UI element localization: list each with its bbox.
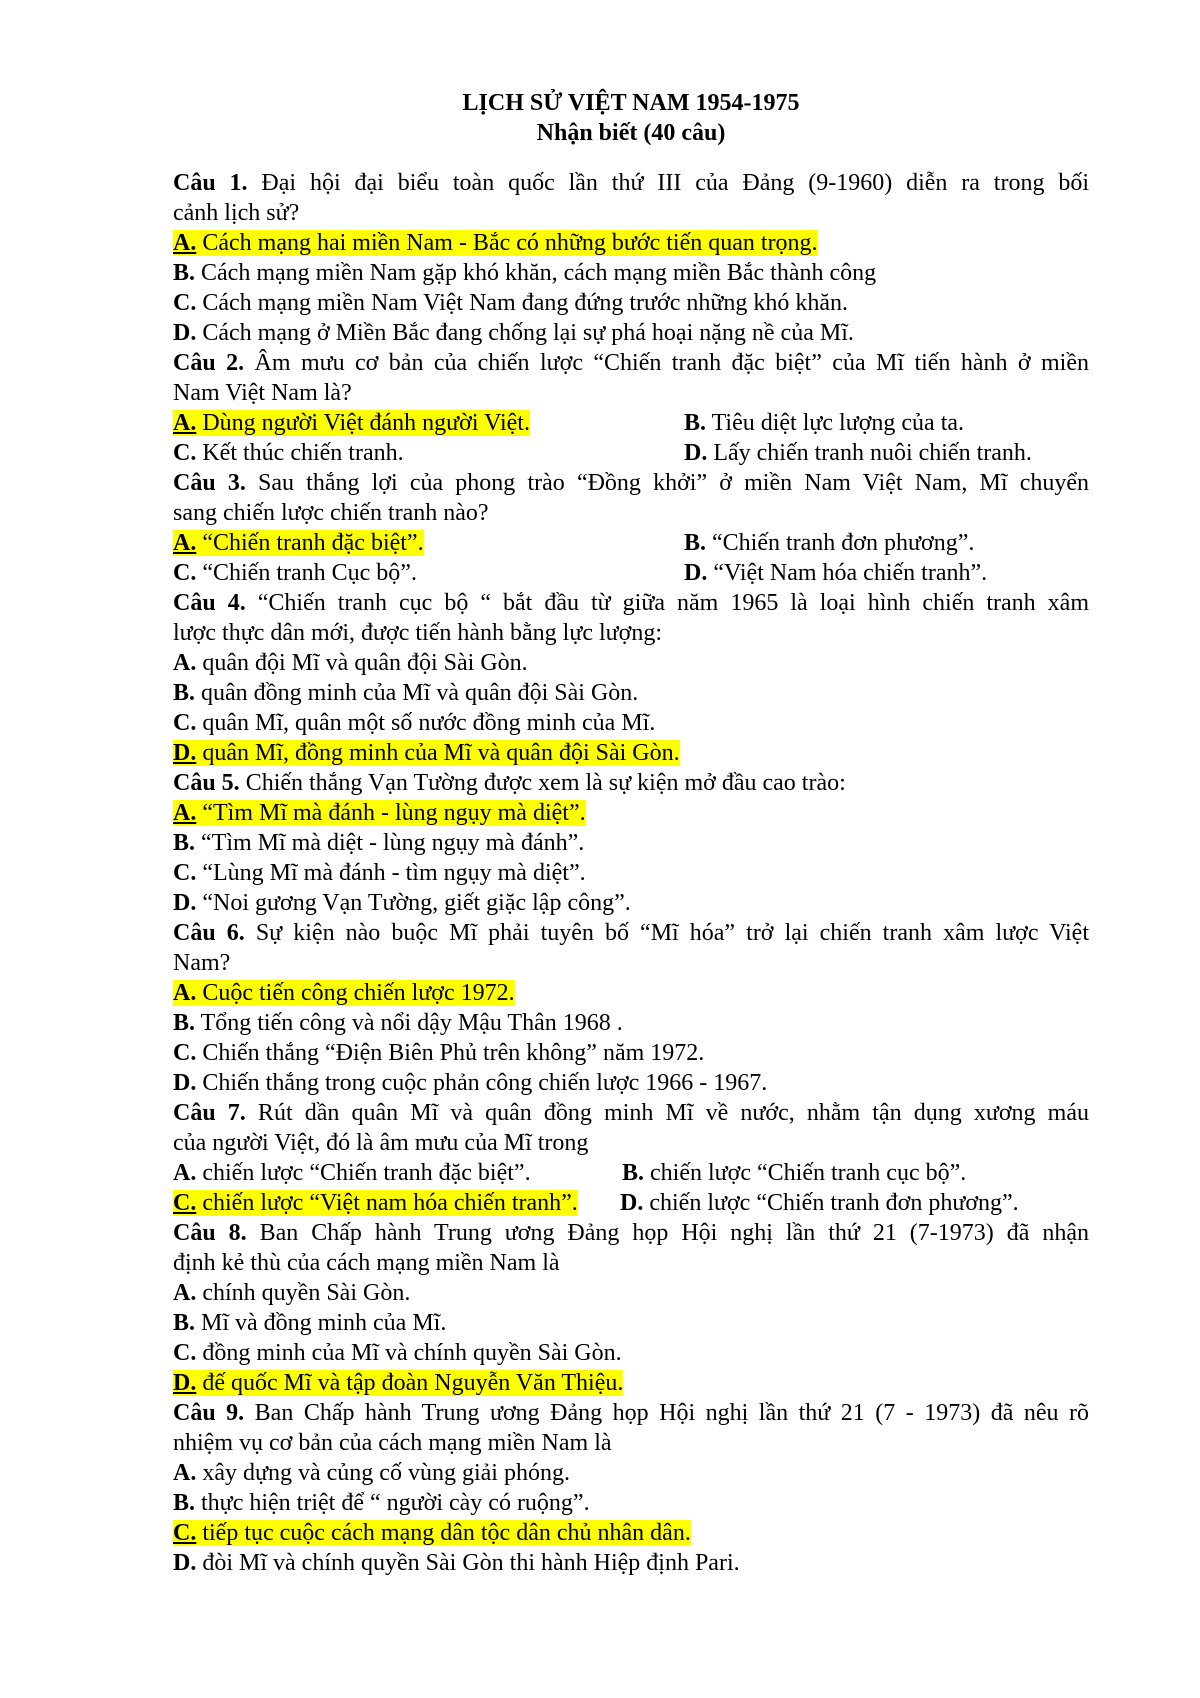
question-1-answer-d[interactable]: D. Cách mạng ở Miền Bắc đang chống lại sự phá hoại nặng nề của Mĩ. [173, 320, 854, 346]
question-2-text-cont: Nam Việt Nam là? [173, 380, 352, 406]
question-8-text: Câu 8. Ban Chấp hành Trung ương Đảng họp Hội nghị lần thứ 21 (7-1973) đã nhận [173, 1220, 1089, 1246]
question-9-answer-d[interactable]: D. đòi Mĩ và chính quyền Sài Gòn thi hành Hiệp định Pari. [173, 1550, 740, 1576]
question-4-answer-c[interactable]: C. quân Mĩ, quân một số nước đồng minh của Mĩ. [173, 710, 656, 736]
question-4-answer-d[interactable]: D. quân Mĩ, đồng minh của Mĩ và quân đội Sài Gòn. [173, 740, 680, 766]
question-5-answer-b[interactable]: B. “Tìm Mĩ mà diệt - lùng ngụy mà đánh”. [173, 830, 585, 856]
question-6-answer-c[interactable]: C. Chiến thắng “Điện Biên Phủ trên không” năm 1972. [173, 1040, 705, 1066]
question-9-text-cont: nhiệm vụ cơ bản của cách mạng miền Nam là [173, 1430, 612, 1456]
question-6-answer-d[interactable]: D. Chiến thắng trong cuộc phản công chiến lược 1966 - 1967. [173, 1070, 768, 1096]
question-7-answer-d[interactable]: D. chiến lược “Chiến tranh đơn phương”. [620, 1190, 1019, 1216]
question-7-answer-c[interactable]: C. chiến lược “Việt nam hóa chiến tranh”. [173, 1190, 578, 1216]
question-4-answer-a[interactable]: A. quân đội Mĩ và quân đội Sài Gòn. [173, 650, 528, 676]
question-6-text-cont: Nam? [173, 950, 231, 976]
question-4-answer-b[interactable]: B. quân đồng minh của Mĩ và quân đội Sài Gòn. [173, 680, 639, 706]
question-2-text: Câu 2. Âm mưu cơ bản của chiến lược “Chiến tranh đặc biệt” của Mĩ tiến hành ở miền [173, 350, 1090, 376]
question-5-answer-c[interactable]: C. “Lùng Mĩ mà đánh - tìm ngụy mà diệt”. [173, 860, 586, 886]
question-7-answer-b[interactable]: B. chiến lược “Chiến tranh cục bộ”. [622, 1160, 967, 1186]
question-7-text: Câu 7. Rút dần quân Mĩ và quân đồng minh Mĩ về nước, nhằm tận dụng xương máu [173, 1100, 1089, 1126]
question-6-text: Câu 6. Sự kiện nào buộc Mĩ phải tuyên bố “Mĩ hóa” trở lại chiến tranh xâm lược Việt [173, 920, 1089, 946]
question-5-answer-d[interactable]: D. “Noi gương Vạn Tường, giết giặc lập công”. [173, 890, 631, 916]
question-9-answer-c[interactable]: C. tiếp tục cuộc cách mạng dân tộc dân chủ nhân dân. [173, 1520, 691, 1546]
question-3-answer-c[interactable]: C. “Chiến tranh Cục bộ”. [173, 560, 417, 586]
question-1-answer-c[interactable]: C. Cách mạng miền Nam Việt Nam đang đứng trước những khó khăn. [173, 290, 849, 316]
question-5-answer-a[interactable]: A. “Tìm Mĩ mà đánh - lùng ngụy mà diệt”. [173, 800, 586, 826]
question-2-answer-a[interactable]: A. Dùng người Việt đánh người Việt. [173, 410, 530, 436]
question-2-answer-d[interactable]: D. Lấy chiến tranh nuôi chiến tranh. [684, 440, 1032, 466]
question-9-answer-a[interactable]: A. xây dựng và củng cố vùng giải phóng. [173, 1460, 570, 1486]
question-8-answer-d[interactable]: D. đế quốc Mĩ và tập đoàn Nguyễn Văn Thiệu. [173, 1370, 624, 1396]
question-4-text-cont: lược thực dân mới, được tiến hành bằng lực lượng: [173, 620, 663, 646]
question-3-answer-d[interactable]: D. “Việt Nam hóa chiến tranh”. [684, 560, 988, 586]
question-1-answer-a[interactable]: A. Cách mạng hai miền Nam - Bắc có những bước tiến quan trọng. [173, 230, 818, 256]
question-7-answer-a[interactable]: A. chiến lược “Chiến tranh đặc biệt”. [173, 1160, 531, 1186]
question-6-answer-a[interactable]: A. Cuộc tiến công chiến lược 1972. [173, 980, 515, 1006]
question-8-answer-b[interactable]: B. Mĩ và đồng minh của Mĩ. [173, 1310, 447, 1336]
page-subtitle: Nhận biết (40 câu) [536, 120, 726, 146]
question-3-answer-b[interactable]: B. “Chiến tranh đơn phương”. [684, 530, 975, 556]
question-3-answer-a[interactable]: A. “Chiến tranh đặc biệt”. [173, 530, 424, 556]
question-5-text: Câu 5. Chiến thắng Vạn Tường được xem là sự kiện mở đầu cao trào: [173, 770, 846, 796]
question-8-answer-c[interactable]: C. đồng minh của Mĩ và chính quyền Sài Gòn. [173, 1340, 622, 1366]
question-2-answer-b[interactable]: B. Tiêu diệt lực lượng của ta. [684, 410, 965, 436]
question-1-text: Câu 1. Đại hội đại biểu toàn quốc lần thứ III của Đảng (9-1960) diễn ra trong bối [173, 170, 1089, 196]
question-7-text-cont: của người Việt, đó là âm mưu của Mĩ trong [173, 1130, 589, 1156]
question-3-text: Câu 3. Sau thắng lợi của phong trào “Đồng khởi” ở miền Nam Việt Nam, Mĩ chuyển [173, 470, 1089, 496]
question-8-answer-a[interactable]: A. chính quyền Sài Gòn. [173, 1280, 411, 1306]
question-9-answer-b[interactable]: B. thực hiện triệt để “ người cày có ruộng”. [173, 1490, 590, 1516]
question-4-text: Câu 4. “Chiến tranh cục bộ “ bắt đầu từ giữa năm 1965 là loại hình chiến tranh xâm [173, 590, 1089, 616]
page-title: LỊCH SỬ VIỆT NAM 1954-1975 [462, 90, 800, 116]
question-3-text-cont: sang chiến lược chiến tranh nào? [173, 500, 489, 526]
question-9-text: Câu 9. Ban Chấp hành Trung ương Đảng họp Hội nghị lần thứ 21 (7 - 1973) đã nêu rõ [173, 1400, 1089, 1426]
question-8-text-cont: định kẻ thù của cách mạng miền Nam là [173, 1250, 560, 1276]
question-1-answer-b[interactable]: B. Cách mạng miền Nam gặp khó khăn, cách mạng miền Bắc thành công [173, 260, 877, 286]
question-1-text-cont: cảnh lịch sử? [173, 200, 300, 226]
question-2-answer-c[interactable]: C. Kết thúc chiến tranh. [173, 440, 404, 466]
question-6-answer-b[interactable]: B. Tổng tiến công và nổi dậy Mậu Thân 1968 . [173, 1010, 623, 1036]
